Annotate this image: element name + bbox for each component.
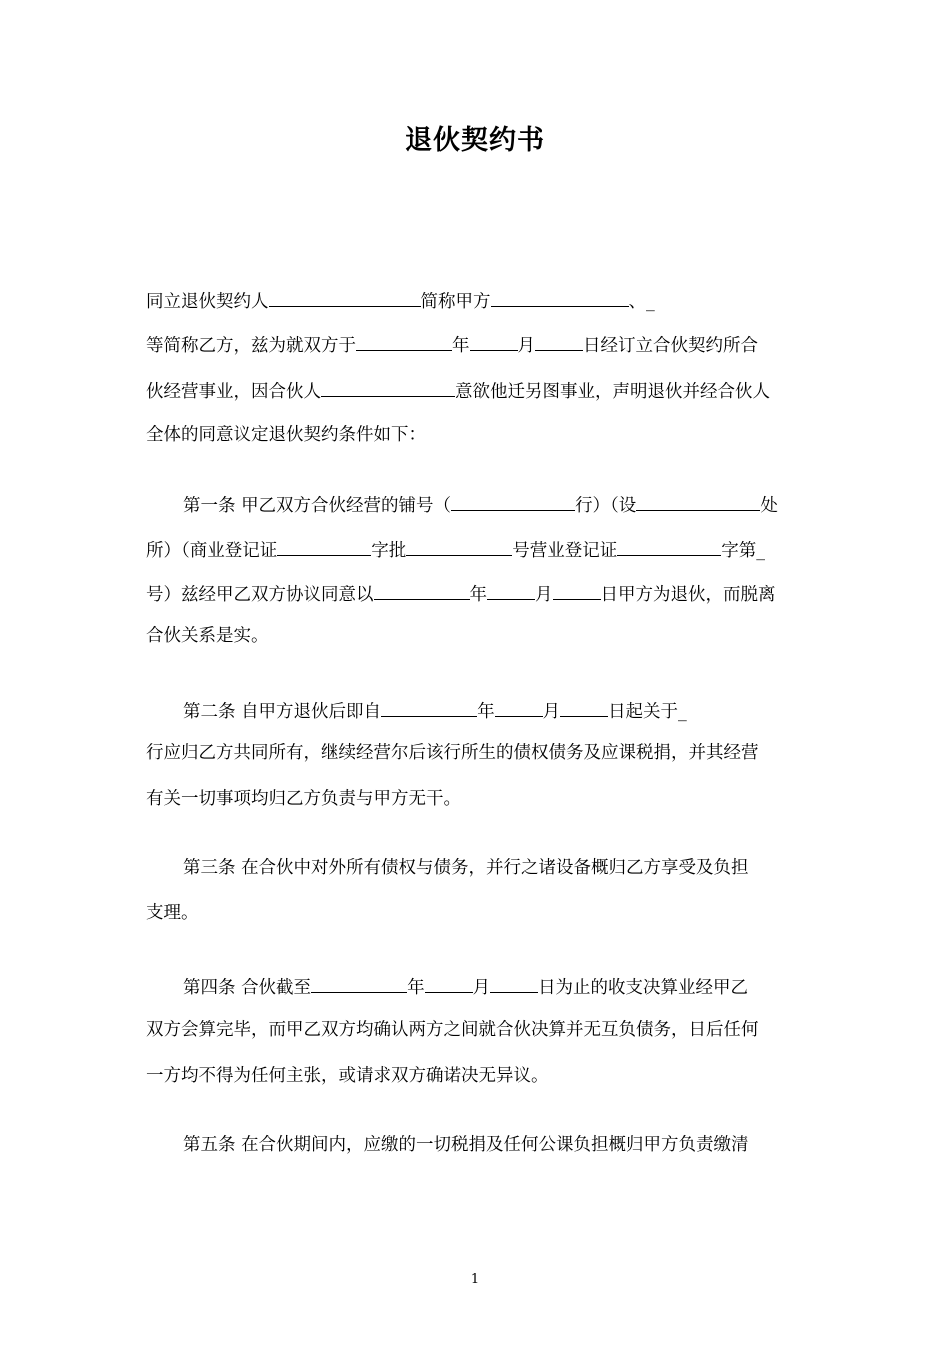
intro-line-1 (146, 291, 655, 312)
text-segment: 年 (469, 585, 487, 605)
blank-location (636, 495, 760, 511)
article3-line-1: 第三条 在合伙中对外所有债权与债务，并行之诸设备概归乙方享受及负担 (183, 858, 749, 878)
text-segment: 意欲他迁另图事业，声明退伙并经合伙人 (455, 382, 770, 402)
text-segment: 月 (535, 585, 553, 605)
intro-line-4: 全体的同意议定退伙契约条件如下： (146, 425, 426, 445)
text-segment: 年 (452, 336, 470, 356)
article1-line-2 (146, 540, 765, 561)
blank-month (425, 977, 473, 993)
text-segment: 伙经营事业，因合伙人 (146, 382, 321, 402)
text-segment: 日为止的收支决算业经甲乙 (538, 978, 749, 998)
blank-registration-cert (277, 540, 371, 556)
article4-line-3: 一方均不得为任何主张，或请求双方确诺决无异议。 (146, 1066, 549, 1086)
text-segment: 等简称乙方，兹为就双方于 (146, 336, 356, 356)
intro-line-2 (146, 335, 758, 356)
document-title: 退伙契约书 (405, 125, 545, 156)
text-segment: 日甲方为退伙，而脱离 (600, 585, 776, 605)
blank-day (490, 977, 538, 993)
text-segment: 月 (472, 978, 491, 998)
blank-day (560, 701, 608, 717)
article3-line-2: 支理。 (146, 903, 199, 923)
blank-shop-name (451, 495, 575, 511)
text-segment: 日起关于_ (608, 702, 687, 722)
text-segment: 、_ (628, 292, 655, 312)
text-segment: 行）（设 (575, 496, 637, 516)
text-segment: 月 (542, 702, 561, 722)
article1-line-3 (146, 584, 776, 605)
article2-line-1 (183, 701, 687, 722)
blank-year (381, 701, 477, 717)
text-segment: 字批 (371, 541, 407, 561)
article5-line-1: 第五条 在合伙期间内，应缴的一切税捐及任何公课负担概归甲方负责缴清 (183, 1135, 749, 1155)
blank-month (495, 701, 543, 717)
article2-line-2: 行应归乙方共同所有，继续经营尔后该行所生的债权债务及应课税捐，并其经营 (146, 743, 759, 763)
text-segment: 第四条 合伙截至 (183, 978, 312, 998)
article2-line-3: 有关一切事项均归乙方负责与甲方无干。 (146, 789, 461, 809)
blank-party-a-name (269, 291, 421, 307)
blank-party-b-name (491, 291, 629, 307)
blank-partner-name (321, 381, 455, 397)
blank-year (311, 977, 407, 993)
intro-line-3 (146, 381, 770, 402)
text-segment: 所）（商业登记证 (146, 541, 278, 561)
blank-day (553, 584, 601, 600)
text-segment: 同立退伙契约人 (146, 292, 269, 312)
text-segment: 年 (407, 978, 425, 998)
text-segment: 处 (760, 496, 778, 516)
text-segment: 月 (517, 336, 535, 356)
article1-line-4: 合伙关系是实。 (146, 626, 269, 646)
blank-day (535, 335, 583, 351)
blank-month (470, 335, 518, 351)
blank-year (374, 584, 470, 600)
blank-year (356, 335, 452, 351)
article4-line-2: 双方会算完毕，而甲乙双方均确认两方之间就合伙决算并无互负债务，日后任何 (146, 1020, 759, 1040)
text-segment: 年 (477, 702, 495, 722)
blank-approval-number (406, 540, 512, 556)
text-segment: 第二条 自甲方退伙后即自 (183, 702, 382, 722)
text-segment: 日经订立合伙契约所合 (583, 336, 758, 356)
article1-line-1 (183, 495, 778, 516)
text-segment: 号营业登记证 (512, 541, 618, 561)
blank-business-license (617, 540, 721, 556)
blank-month (487, 584, 535, 600)
page-number: 1 (470, 1272, 480, 1287)
text-segment: 字第_ (721, 541, 765, 561)
text-segment: 第一条 甲乙双方合伙经营的铺号（ (183, 496, 452, 516)
article4-line-1 (183, 977, 748, 998)
text-segment: 号）兹经甲乙双方协议同意以 (146, 585, 374, 605)
text-segment: 简称甲方 (420, 292, 491, 312)
